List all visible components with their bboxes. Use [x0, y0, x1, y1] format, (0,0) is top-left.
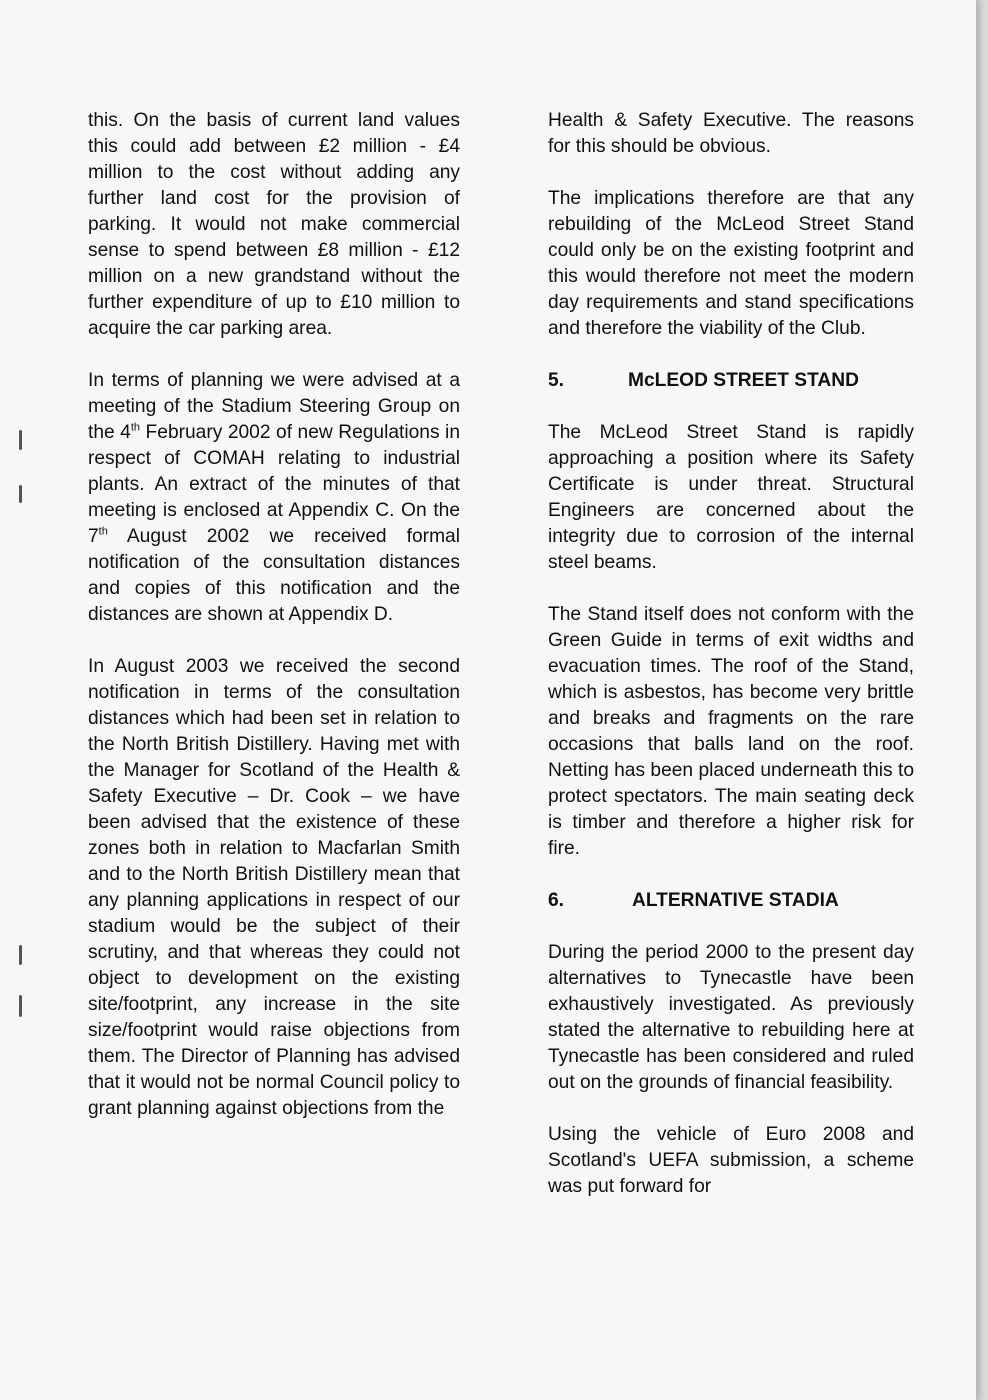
paragraph-alternatives: During the period 2000 to the present day alternatives to Tynecastle have been exhaustively investigated. As previously stated the alternative to rebuilding here at Tynecastle has been considered and ruled out on the grounds of financial feasibility.	[548, 942, 914, 1093]
paragraph-safety-certificate: The McLeod Street Stand is rapidly approaching a position where its Safety Certificate is under threat. Structural Engineers are concerned about the integrity due to corrosion of the internal steel beams.	[548, 422, 914, 573]
section-heading-alternative-stadia	[548, 888, 914, 914]
punch-hole-mark	[19, 430, 22, 450]
punch-hole-mark	[19, 945, 22, 965]
paragraph-hse-reasons: Health & Safety Executive. The reasons for this should be obvious.	[548, 110, 914, 157]
section-title: McLEOD STREET STAND	[628, 370, 859, 391]
punch-hole-mark	[19, 995, 22, 1017]
paragraph-land-values: this. On the basis of current land values this could add between £2 million - £4 million to the cost without adding any further land cost for the provision of parking. It would not make commercial sense to spend between £8 million - £12 million on a new grandstand without the further expenditure of up to £10 million to acquire the car parking area.	[88, 110, 460, 339]
right-column	[548, 108, 914, 1226]
section-number: 5.	[548, 370, 565, 391]
paragraph-consultation-distances: In August 2003 we received the second notification in terms of the consultation distances which had been set in relation to the North British Distillery. Having met with the Manager for Scotland of the Health & Safety Executive – Dr. Cook – we have been advised that the existence of these zones both in relation to Macfarlan Smith and to the North British Distillery mean that any planning applications in respect of our stadium would be the subject of their scrutiny, and that whereas they could not object to development on the existing site/footprint, any increase in the site size/footprint would raise objections from them. The Director of Planning has advised that it would not be normal Council policy to grant planning against objections from the	[88, 656, 460, 1119]
section-title: ALTERNATIVE STADIA	[632, 890, 839, 911]
paragraph-implications: The implications therefore are that any rebuilding of the McLeod Street Stand could only be on the existing footprint and this would therefore not meet the modern day requirements and stand specifications and therefore the viability of the Club.	[548, 188, 914, 339]
paragraph-euro-2008: Using the vehicle of Euro 2008 and Scotland's UEFA submission, a scheme was put forward for	[548, 1124, 914, 1197]
section-heading-mcleod-street-stand	[548, 368, 914, 394]
paragraph-green-guide: The Stand itself does not conform with the Green Guide in terms of exit widths and evacuation times. The roof of the Stand, which is asbestos, has become very brittle and breaks and fragments on the rare occasions that balls land on the roof. Netting has been placed underneath this to protect spectators. The main seating deck is timber and therefore a higher risk for fire.	[548, 604, 914, 859]
section-number: 6.	[548, 890, 565, 911]
punch-hole-mark	[19, 485, 22, 503]
left-column	[88, 108, 460, 1148]
paragraph-planning-comah: In terms of planning we were advised at a meeting of the Stadium Steering Group on the 4th February 2002 of new Regulations in respect of COMAH relating to industrial plants. An extract of the minutes of that meeting is enclosed at Appendix C. On the 7th August 2002 we received formal notification of the consultation distances and copies of this notification and the distances are shown at Appendix D.	[88, 370, 460, 625]
